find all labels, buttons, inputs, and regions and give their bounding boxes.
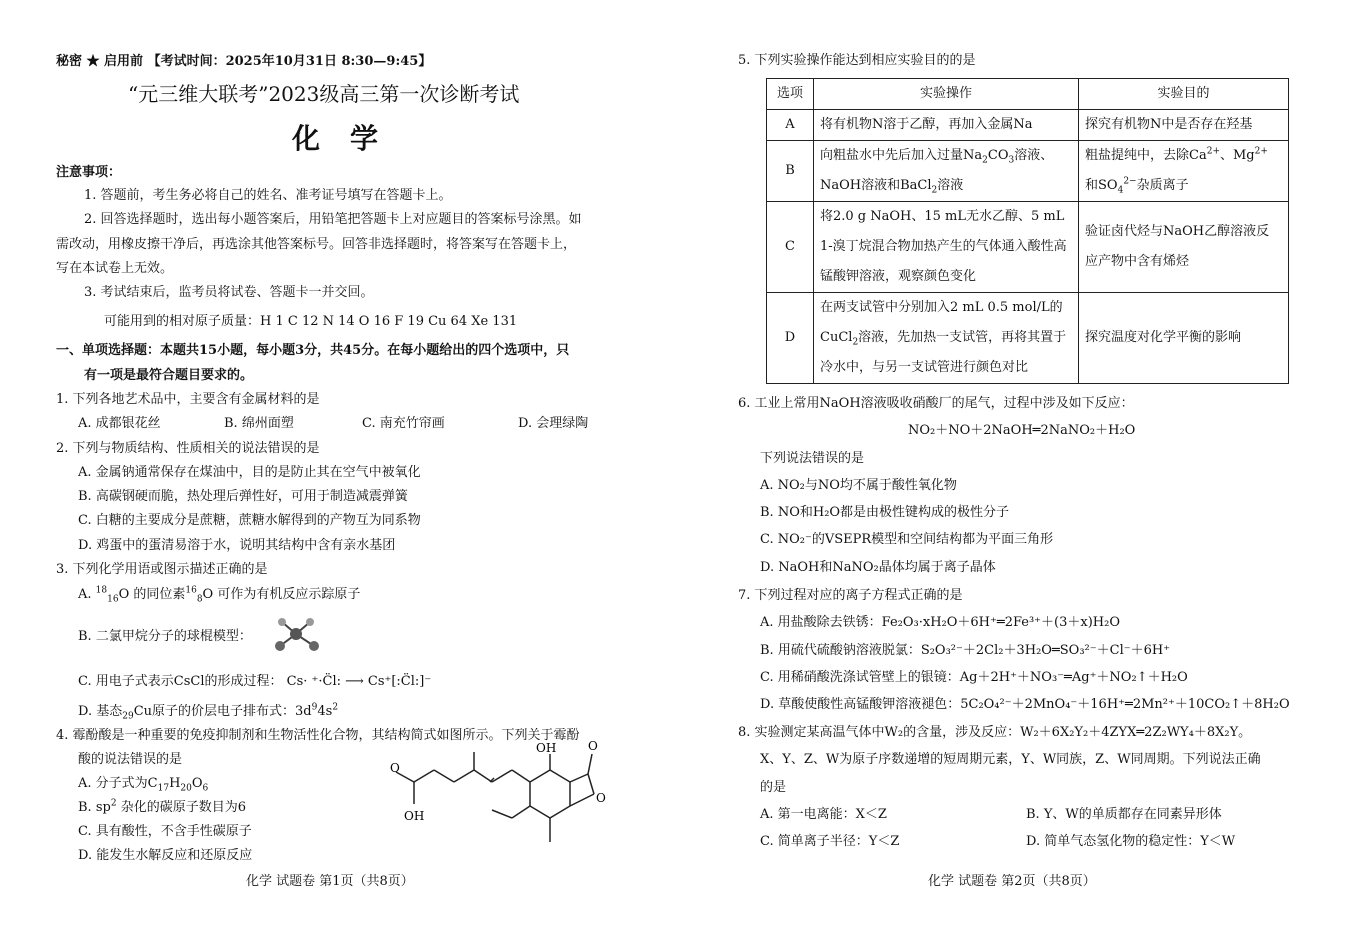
notice-line: 2. 回答选择题时，选出每小题答案后，用铅笔把答题卡上对应题目的答案标号涂黑。如 — [84, 212, 582, 227]
table-cell: 将有机物N溶于乙醇，再加入金属Na — [814, 110, 1079, 141]
option: B. $sp^2$ 杂化的碳原子数目为6 — [78, 798, 246, 815]
question-stem: 8. 实验测定某高温气体中W₂的含量，涉及反应：W₂＋6X₂Y₂＋4ZYX═2Z₂WY₄＋8X₂Y。 — [738, 725, 1252, 740]
notice-line: 1. 答题前，考生务必将自己的姓名、准考证号填写在答题卡上。 — [84, 188, 452, 203]
question-stem: 6. 工业上常用NaOH溶液吸收硝酸厂的尾气，过程中涉及如下反应： — [738, 396, 1134, 411]
cell-text: 在两支试管中分别加入2 mL 0.5 mol/L的 — [820, 300, 1063, 315]
option: B. NO和H₂O都是由极性键构成的极性分子 — [760, 505, 1010, 520]
notice-line: 需改动，用橡皮擦干净后，再选涂其他答案标号。回答非选择题时，将答案写在答题卡上， — [56, 237, 577, 252]
table-row — [767, 141, 1289, 202]
option: C. 用电子式表示CsCl的形成过程： Cs· ⁺·C̈l: ⟶ Cs⁺[:C̈l:]⁻ — [78, 674, 432, 689]
table-cell: D — [767, 293, 814, 384]
ball-stick-model-icon — [268, 612, 328, 656]
question-stem: X、Y、Z、W为原子序数递增的短周期元素，Y、W同族，Z、W同周期。下列说法正确 — [760, 752, 1261, 767]
table-cell: C — [767, 202, 814, 293]
equation: NO₂＋NO＋2NaOH═2NaNO₂＋H₂O — [908, 423, 1136, 438]
molecule-structure-icon — [380, 732, 620, 860]
table-cell: 将2.0 g NaOH、15 mL无水乙醇、5 mL 1-溴丁烷混合物加热产生的气体通入酸性高锰酸钾溶液，观察颜色变化 — [814, 202, 1079, 293]
subject-title: 化学 — [292, 122, 409, 155]
option: C. 简单离子半径：Y＜Z — [760, 834, 900, 849]
option-text: 可作为有机反应示踪原子 — [217, 587, 361, 602]
option: B. 用硫代硫酸钠溶液脱氯：S₂O₃²⁻＋2Cl₂＋3H₂O═SO₃²⁻＋Cl⁻＋6H⁺ — [760, 643, 1171, 658]
question-stem: 的是 — [760, 780, 787, 795]
table-header: 实验操作 — [814, 79, 1079, 110]
table-cell: 在两支试管中分别加入2 mL 0.5 mol/L的 CuCl$_2$溶液，先加热一支试管，再将其置于冷水中，与另一支试管进行颜色对比 — [814, 293, 1079, 384]
option: A. NO₂与NO均不属于酸性氧化物 — [760, 478, 957, 493]
question-stem: 4. 霉酚酸是一种重要的免疫抑制剂和生物活性化合物，其结构简式如图所示。下列关于霉酚 — [56, 728, 580, 743]
page-footer: 化学 试题卷 第1页（共8页） — [246, 874, 414, 889]
question-stem: 酸的说法错误的是 — [78, 752, 183, 767]
option: C. 具有酸性，不含手性碳原子 — [78, 824, 252, 839]
section-heading: 一、单项选择题：本题共15小题，每小题3分，共45分。在每小题给出的四个选项中，只 — [56, 343, 570, 358]
section-heading: 有一项是最符合题目要求的。 — [84, 368, 254, 383]
option-text: D. 基态 — [78, 704, 123, 719]
cell-text: 粗盐提纯中，去除 — [1085, 148, 1190, 163]
option: D. 简单气态氢化物的稳定性：Y＜W — [1026, 834, 1236, 849]
table-row — [767, 110, 1289, 141]
question-stem: 5. 下列实验操作能达到相应实验目的的是 — [738, 53, 976, 68]
option: C. NO₂⁻的VSEPR模型和空间结构都为平面三角形 — [760, 532, 1054, 547]
option: D. 能发生水解反应和还原反应 — [78, 848, 253, 863]
atom-label: OH — [536, 741, 557, 755]
atom-label: O — [596, 791, 606, 805]
table-cell: 粗盐提纯中，去除$Ca^{2+}$、$Mg^{2+}$ 和$SO_4^{2-}$杂质离子 — [1079, 141, 1289, 202]
header-line: 秘密 ★ 启用前 【考试时间：2025年10月31日 8:30—9:45】 — [56, 54, 432, 69]
option: A. 金属钠通常保存在煤油中，目的是防止其在空气中被氧化 — [78, 465, 421, 480]
table-header: 实验目的 — [1079, 79, 1289, 110]
cell-text: 溶液，先加热一支试管，再将其置于冷水中，与另一支试管进行颜色对比 — [820, 330, 1067, 375]
option: B. 二氯甲烷分子的球棍模型： — [78, 629, 252, 644]
atom-label: O — [588, 739, 598, 753]
atom-label: OH — [404, 809, 425, 823]
table-cell: 验证卤代烃与NaOH乙醇溶液反应产物中含有烯烃 — [1079, 202, 1289, 293]
option: B. 绵州面塑 — [224, 416, 294, 431]
page-footer: 化学 试题卷 第2页（共8页） — [928, 874, 1096, 889]
table-header-row — [767, 79, 1289, 110]
option: A. 成都银花丝 — [78, 416, 161, 431]
table-cell: B — [767, 141, 814, 202]
option: D. NaOH和NaNO₂晶体均属于离子晶体 — [760, 560, 996, 575]
option: B. 高碳钢硬而脆，热处理后弹性好，可用于制造减震弹簧 — [78, 489, 408, 504]
option: B. Y、W的单质都存在同素异形体 — [1026, 807, 1222, 822]
atomic-masses: 可能用到的相对原子质量：H 1 C 12 N 14 O 16 F 19 Cu 64 Xe 131 — [104, 314, 518, 329]
table-cell: 探究温度对化学平衡的影响 — [1079, 293, 1289, 384]
table-cell: A — [767, 110, 814, 141]
option-text: 原子的价层电子排布式： — [152, 704, 296, 719]
option-text: 杂化的碳原子数目为6 — [120, 800, 246, 815]
option: D. 草酸使酸性高锰酸钾溶液褪色：5C₂O₄²⁻＋2MnO₄⁻＋16H⁺═2Mn²⁺＋10CO₂↑＋8H₂O — [760, 697, 1290, 712]
exam-title: “元三维大联考”2023级高三第一次诊断考试 — [128, 82, 520, 106]
option: C. 白糖的主要成分是蔗糖，蔗糖水解得到的产物互为同系物 — [78, 513, 421, 528]
question-substem: 下列说法错误的是 — [760, 451, 865, 466]
option: A. 用盐酸除去铁锈：Fe₂O₃·xH₂O＋6H⁺═2Fe³⁺＋(3＋x)H₂O — [760, 615, 1121, 630]
atom-label: O — [390, 761, 400, 775]
question-stem: 1. 下列各地艺术品中，主要含有金属材料的是 — [56, 392, 320, 407]
option: C. 用稀硝酸洗涤试管壁上的银镜：Ag＋2H⁺＋NO₃⁻═Ag⁺＋NO₂↑＋H₂O — [760, 670, 1188, 685]
notice-line: 3. 考试结束后，监考员将试卷、答题卡一并交回。 — [84, 285, 374, 300]
cell-text: 向粗盐水中先后加入过量 — [820, 148, 964, 163]
option: D. 鸡蛋中的蛋清易溶于水，说明其结构中含有亲水基团 — [78, 538, 396, 553]
option: A. $^{18}_{16}$O 的同位素$^{16}_8$O 可作为有机反应示踪原子 — [78, 585, 361, 605]
table-cell: 向粗盐水中先后加入过量$Na_2CO_3$溶液、 NaOH溶液和BaCl$_2$溶液 — [814, 141, 1079, 202]
notice-title: 注意事项： — [56, 165, 122, 180]
question-stem: 3. 下列化学用语或图示描述正确的是 — [56, 562, 268, 577]
table-row — [767, 202, 1289, 293]
cell-text: 溶液、 — [1014, 148, 1054, 163]
notice-line: 写在本试卷上无效。 — [56, 261, 174, 276]
option-text: C. 用电子式表示CsCl的形成过程： — [78, 674, 283, 689]
experiment-table — [766, 78, 1289, 384]
option: A. 分子式为$C_{17}H_{20}O_6$ — [78, 776, 209, 794]
table-row — [767, 293, 1289, 384]
question-stem: 2. 下列与物质结构、性质相关的说法错误的是 — [56, 441, 320, 456]
table-cell: 探究有机物N中是否存在羟基 — [1079, 110, 1289, 141]
option: C. 南充竹帘画 — [362, 416, 445, 431]
cell-text: NaOH溶液和 — [820, 178, 901, 193]
option: A. 第一电离能：X＜Z — [760, 807, 887, 822]
cell-text: 溶液 — [937, 178, 964, 193]
cell-text: 杂质离子 — [1136, 178, 1189, 193]
option: D. 基态$_{29}$Cu原子的价层电子排布式：$3d^94s^2$ — [78, 702, 339, 722]
table-header: 选项 — [767, 79, 814, 110]
question-stem: 7. 下列过程对应的离子方程式正确的是 — [738, 588, 963, 603]
option: D. 会理绿陶 — [518, 416, 589, 431]
